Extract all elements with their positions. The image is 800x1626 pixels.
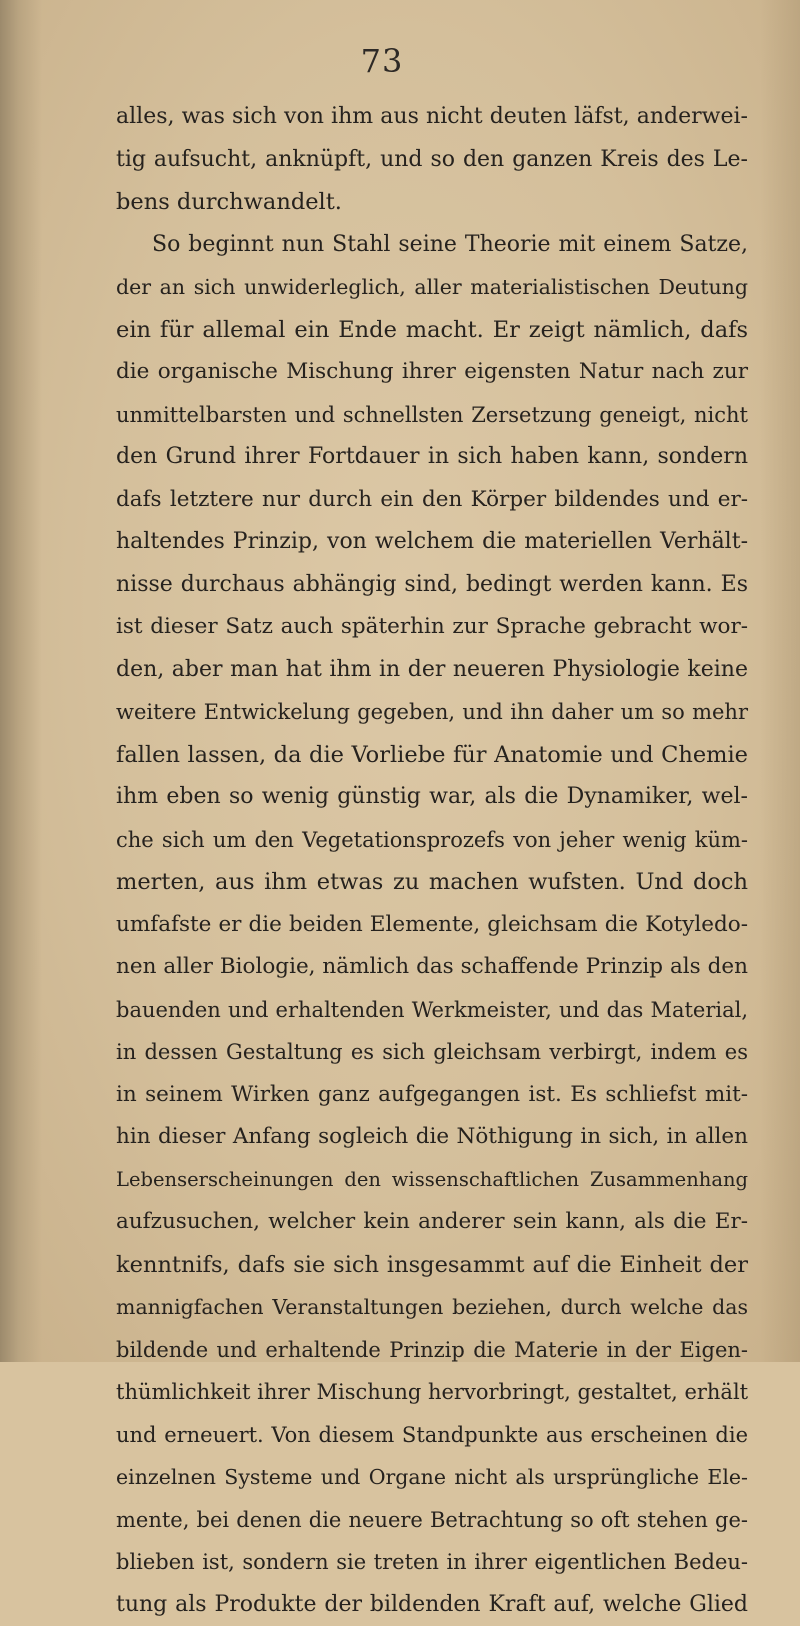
text-line: alles, was sich von ihm aus nicht deuten läfst, anderwei- <box>116 96 748 139</box>
text-line: weitere Entwickelung gegeben, und ihn daher um so mehr <box>116 691 748 734</box>
text-line: Lebenserscheinungen den wissenschaftlichen Zusammenhang <box>116 1159 748 1202</box>
text-line: ihm eben so wenig günstig war, als die Dynamiker, wel- <box>116 776 748 819</box>
text-line: ist dieser Satz auch späterhin zur Sprache gebracht wor- <box>116 606 748 649</box>
text-line: blieben ist, sondern sie treten in ihrer eigentlichen Bedeu- <box>116 1541 748 1584</box>
text-line: den Grund ihrer Fortdauer in sich haben kann, sondern <box>116 436 748 479</box>
text-line: umfafste er die beiden Elemente, gleichsam die Kotyledo- <box>116 904 748 947</box>
page-left-edge <box>0 0 42 1362</box>
text-line: So beginnt nun Stahl seine Theorie mit einem Satze, <box>116 224 748 267</box>
text-line: den, aber man hat ihm in der neueren Physiologie keine <box>116 649 748 692</box>
text-line: dafs letztere nur durch ein den Körper bildendes und er- <box>116 479 748 522</box>
text-line: bildende und erhaltende Prinzip die Materie in der Eigen- <box>116 1329 748 1372</box>
text-line: mannigfachen Veranstaltungen beziehen, durch welche das <box>116 1286 748 1329</box>
page-right-shade <box>760 0 800 1362</box>
text-line: kenntnifs, dafs sie sich insgesammt auf die Einheit der <box>116 1244 748 1287</box>
text-line: die organische Mischung ihrer eigensten Natur nach zur <box>116 351 748 394</box>
body-text <box>116 96 748 1626</box>
text-line: che sich um den Vegetationsprozefs von jeher wenig küm- <box>116 819 748 862</box>
text-line: nen aller Biologie, nämlich das schaffende Prinzip als den <box>116 946 748 989</box>
text-line: merten, aus ihm etwas zu machen wufsten. Und doch <box>116 861 748 904</box>
text-line: tig aufsucht, anknüpft, und so den ganzen Kreis des Le- <box>116 139 748 182</box>
text-line: thümlichkeit ihrer Mischung hervorbringt, gestaltet, erhält <box>116 1371 748 1414</box>
text-line: haltendes Prinzip, von welchem die materiellen Verhält- <box>116 521 748 564</box>
text-line: der an sich unwiderleglich, aller materialistischen Deutung <box>116 266 748 309</box>
text-line: fallen lassen, da die Vorliebe für Anatomie und Chemie <box>116 734 748 777</box>
page-number: 73 <box>352 42 412 80</box>
text-line: bauenden und erhaltenden Werkmeister, und das Material, <box>116 989 748 1032</box>
text-line: in dessen Gestaltung es sich gleichsam verbirgt, indem es <box>116 1031 748 1074</box>
text-line: nisse durchaus abhängig sind, bedingt werden kann. Es <box>116 564 748 607</box>
text-line: in seinem Wirken ganz aufgegangen ist. Es schliefst mit- <box>116 1074 748 1117</box>
text-line: hin dieser Anfang sogleich die Nöthigung in sich, in allen <box>116 1116 748 1159</box>
text-line: tung als Produkte der bildenden Kraft auf, welche Glied <box>116 1584 748 1626</box>
text-line: mente, bei denen die neuere Betrachtung so oft stehen ge- <box>116 1499 748 1542</box>
text-line: ein für allemal ein Ende macht. Er zeigt nämlich, dafs <box>116 309 748 352</box>
text-line: und erneuert. Von diesem Standpunkte aus erscheinen die <box>116 1414 748 1457</box>
text-line: einzelnen Systeme und Organe nicht als ursprüngliche Ele- <box>116 1456 748 1499</box>
text-line: bens durchwandelt. <box>116 181 748 224</box>
text-line: unmittelbarsten und schnellsten Zersetzung geneigt, nicht <box>116 394 748 437</box>
text-line: aufzusuchen, welcher kein anderer sein kann, als die Er- <box>116 1201 748 1244</box>
